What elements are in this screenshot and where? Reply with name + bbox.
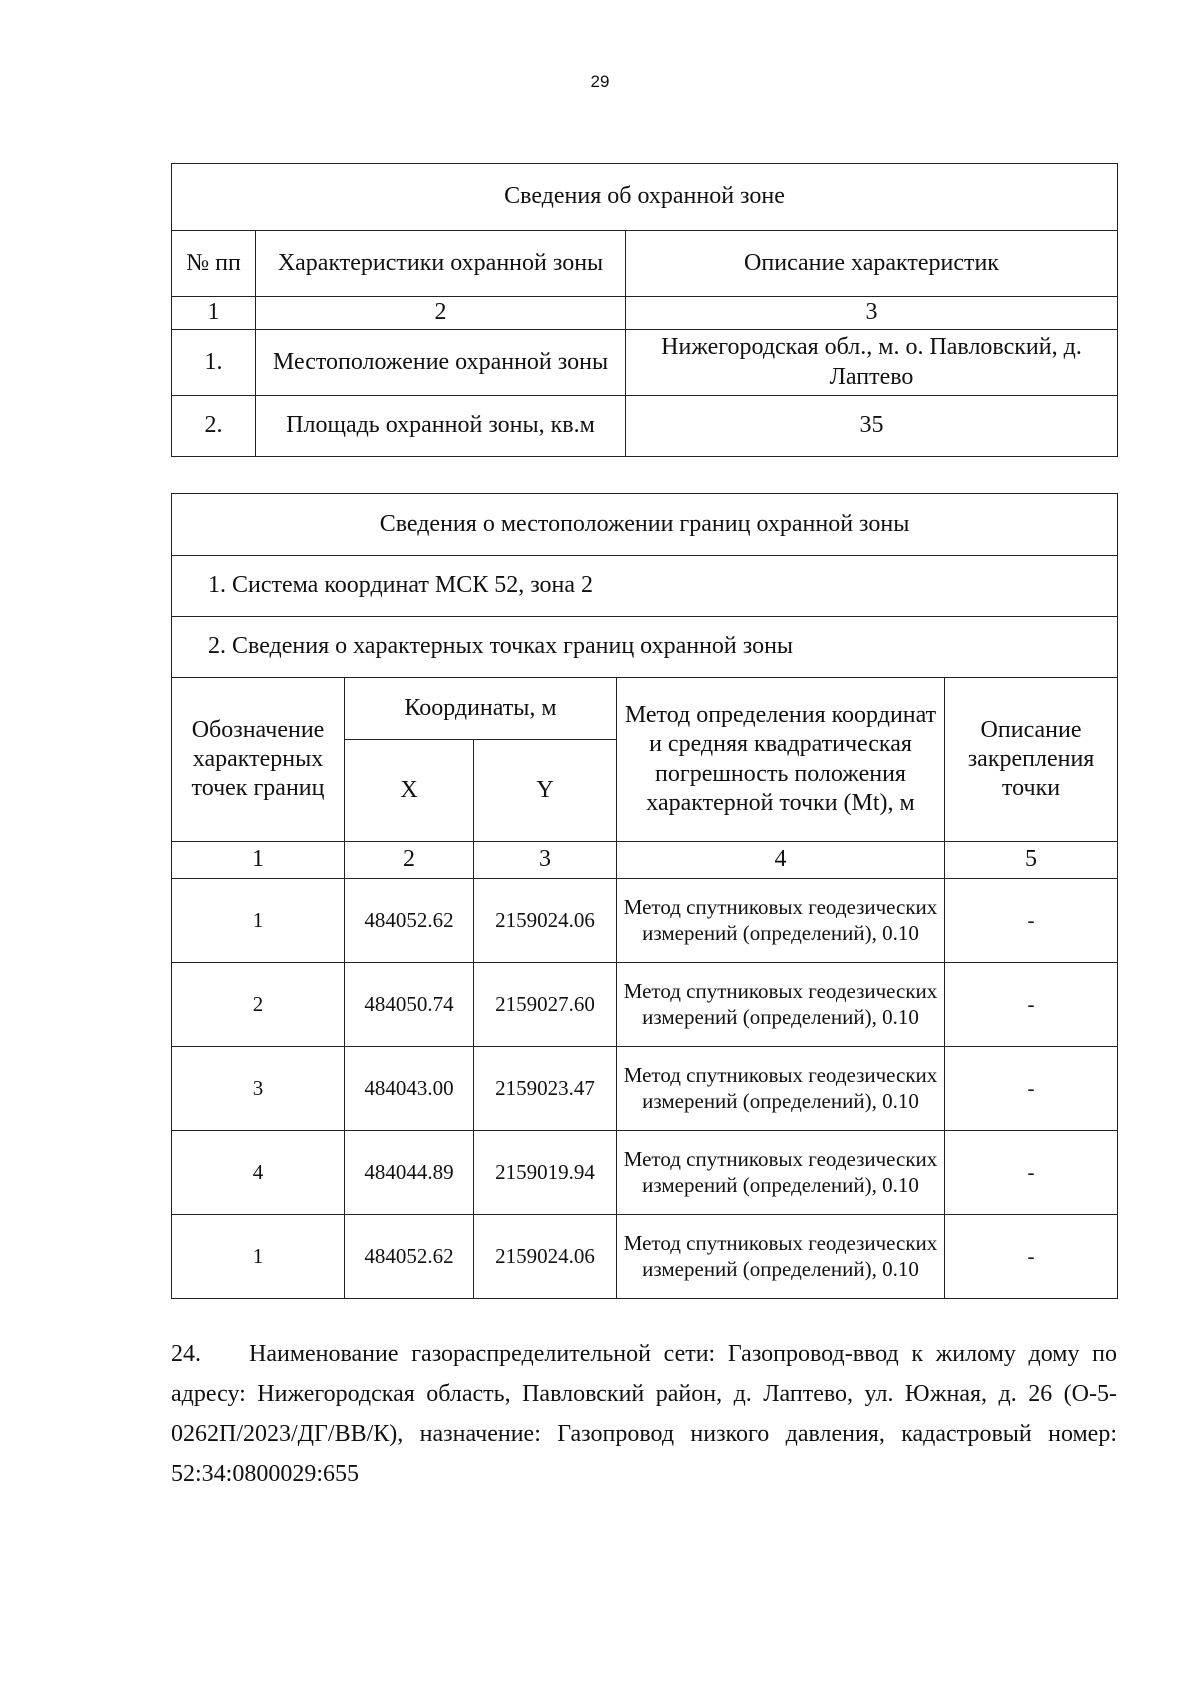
header-method: Метод определения координат и средняя квадратическая погрешность положения характерной точки (Mt), м (617, 678, 945, 842)
table-row (172, 330, 1118, 396)
header-x: X (345, 740, 474, 842)
point-method: Метод спутниковых геодезических измерений (определений), 0.10 (617, 963, 945, 1047)
column-number: 2 (256, 297, 626, 330)
point-fixing: - (945, 1047, 1118, 1131)
point-x: 484052.62 (345, 1215, 474, 1299)
point-y: 2159019.94 (474, 1131, 617, 1215)
table-row (172, 1047, 1118, 1131)
column-number: 3 (626, 297, 1118, 330)
page-number: 29 (590, 72, 610, 91)
table-row (172, 963, 1118, 1047)
point-y: 2159023.47 (474, 1047, 617, 1131)
point-x: 484052.62 (345, 879, 474, 963)
point-y: 2159024.06 (474, 879, 617, 963)
header-characteristic: Характеристики охранной зоны (256, 231, 626, 297)
point-x: 484044.89 (345, 1131, 474, 1215)
table-row (172, 1131, 1118, 1215)
row-num: 2. (172, 396, 256, 457)
boundary-points-table (171, 493, 1118, 1299)
point-fixing: - (945, 879, 1118, 963)
header-num: № пп (172, 231, 256, 297)
coordinate-system-line: 1. Система координат МСК 52, зона 2 (172, 556, 1118, 617)
protection-zone-table (171, 163, 1118, 457)
row-characteristic: Площадь охранной зоны, кв.м (256, 396, 626, 457)
item-number: 24. (171, 1341, 201, 1367)
next-item-paragraph (171, 1334, 1117, 1494)
column-number: 1 (172, 842, 345, 879)
point-id: 3 (172, 1047, 345, 1131)
boundary-table-title: Сведения о местоположении границ охранной зоны (172, 494, 1118, 556)
row-characteristic: Местоположение охранной зоны (256, 330, 626, 396)
header-designation: Обозначение характерных точек границ (172, 678, 345, 842)
column-number: 1 (172, 297, 256, 330)
point-method: Метод спутниковых геодезических измерений (определений), 0.10 (617, 879, 945, 963)
point-y: 2159024.06 (474, 1215, 617, 1299)
point-x: 484050.74 (345, 963, 474, 1047)
table-row (172, 396, 1118, 457)
point-fixing: - (945, 963, 1118, 1047)
header-description: Описание характеристик (626, 231, 1118, 297)
points-info-line: 2. Сведения о характерных точках границ охранной зоны (172, 617, 1118, 678)
row-description: Нижегородская обл., м. о. Павловский, д. Лаптево (626, 330, 1118, 396)
table-row (172, 1215, 1118, 1299)
point-method: Метод спутниковых геодезических измерений (определений), 0.10 (617, 1215, 945, 1299)
column-number: 4 (617, 842, 945, 879)
row-num: 1. (172, 330, 256, 396)
point-x: 484043.00 (345, 1047, 474, 1131)
row-description: 35 (626, 396, 1118, 457)
column-number: 5 (945, 842, 1118, 879)
header-y: Y (474, 740, 617, 842)
point-id: 4 (172, 1131, 345, 1215)
point-id: 1 (172, 879, 345, 963)
point-method: Метод спутниковых геодезических измерений (определений), 0.10 (617, 1047, 945, 1131)
point-fixing: - (945, 1131, 1118, 1215)
header-coordinates: Координаты, м (345, 678, 617, 740)
point-method: Метод спутниковых геодезических измерений (определений), 0.10 (617, 1131, 945, 1215)
point-id: 2 (172, 963, 345, 1047)
zone-table-title: Сведения об охранной зоне (172, 164, 1118, 231)
point-y: 2159027.60 (474, 963, 617, 1047)
point-fixing: - (945, 1215, 1118, 1299)
column-number: 2 (345, 842, 474, 879)
item-text: Наименование газораспределительной сети: Газопровод-ввод к жилому дому по адресу: Нижегородская область, Павловский район, д. Лаптево, ул. Южная, д. 26 (О-5-0262П/2023/ДГ/ВВ/К), назначение: Газопровод низкого давления, кадастровый номер: 52:34:0800029:655 (171, 1341, 1117, 1487)
column-number: 3 (474, 842, 617, 879)
table-row (172, 879, 1118, 963)
header-fixing: Описание закрепления точки (945, 678, 1118, 842)
point-id: 1 (172, 1215, 345, 1299)
